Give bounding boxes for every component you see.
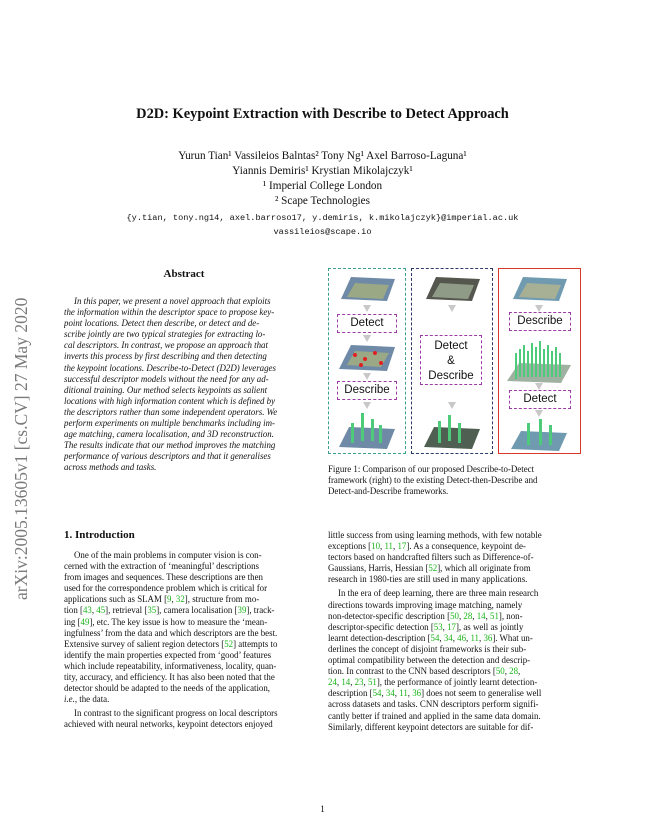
describe-label: Describe bbox=[428, 370, 474, 382]
arxiv-stamp bbox=[11, 220, 31, 600]
panel-detect-then-describe bbox=[328, 268, 406, 454]
caption-line: framework (right) to the existing Detect-then-Describe and bbox=[328, 475, 538, 486]
text-line: tectors based on handcrafted filters such as Difference-of- bbox=[328, 552, 534, 563]
text-line: tity, accuracy, and efficiency. It has also been noted that the bbox=[64, 672, 275, 683]
down-arrow-icon bbox=[448, 402, 456, 409]
down-arrow-icon bbox=[535, 383, 543, 390]
down-arrow-icon bbox=[363, 335, 371, 342]
text-line: which include repeatability, informativeness, locality, quan- bbox=[64, 660, 277, 671]
down-arrow-icon bbox=[363, 305, 371, 312]
text-line: derlines the concept of disjoint frameworks is their sub- bbox=[328, 643, 527, 654]
descriptors-image-icon bbox=[420, 409, 484, 449]
caption-line: Figure 1: Comparison of our proposed Describe-to-Detect bbox=[328, 464, 535, 474]
panel-describe-to-detect bbox=[498, 268, 581, 454]
dense-descriptors-icon bbox=[505, 333, 573, 383]
intro-left-column bbox=[64, 550, 304, 731]
arxiv-id: arXiv:2005.13605v1 [cs.CV] 27 May 2020 bbox=[11, 297, 31, 600]
text-line: exceptions [10, 11, 17]. As a consequence, keypoint de- bbox=[328, 541, 526, 552]
emails-line-2: vassileios@scape.io bbox=[273, 227, 372, 237]
text-line: across methods and tasks. bbox=[64, 462, 157, 473]
keypoints-image-icon bbox=[335, 343, 399, 371]
paper-title: D2D: Keypoint Extraction with Describe to Detect Approach bbox=[136, 106, 509, 122]
text-line: cerned with the extraction of ‘meaningful’ descriptions bbox=[64, 561, 260, 572]
authors-line-2: Yiannis Demiris¹ Krystian Mikolajczyk¹ bbox=[232, 165, 413, 177]
text-line: cal descriptors. In contrast, we propose an approach that bbox=[64, 340, 268, 351]
affiliation-1: ¹ Imperial College London bbox=[262, 180, 383, 192]
text-line: inverts this process by first describing and then detecting bbox=[64, 351, 267, 362]
down-arrow-icon bbox=[535, 305, 543, 312]
text-line: point locations. Detect then describe, or detect and de- bbox=[64, 318, 260, 329]
text-line: little success from using learning methods, with few notable bbox=[328, 530, 542, 540]
text-line: perform experiments on multiple benchmarks including im- bbox=[64, 418, 275, 429]
text-line: cantly better if trained and applied in the same data domain. bbox=[328, 710, 541, 721]
down-arrow-icon bbox=[535, 410, 543, 417]
input-image-icon bbox=[337, 275, 397, 301]
text-line: 24, 14, 23, 51], the performance of jointly learnt detection- bbox=[328, 677, 538, 688]
detected-descriptors-icon bbox=[507, 417, 571, 451]
text-line: descriptor-specific detection [53, 17], as well as jointly bbox=[328, 621, 524, 632]
down-arrow-icon bbox=[363, 373, 371, 380]
intro-right-column bbox=[328, 530, 580, 733]
emails-line-1: {y.tian, tony.ng14, axel.barroso17, y.demiris, k.mikolajczyk}@imperial.ac.uk bbox=[126, 213, 519, 223]
input-image-icon bbox=[509, 275, 569, 301]
page-number: 1 bbox=[320, 805, 325, 815]
text-line: performance of various descriptors and that it generalises bbox=[64, 451, 271, 462]
abstract-heading: Abstract bbox=[163, 268, 205, 280]
caption-line: Detect-and-Describe frameworks. bbox=[328, 486, 449, 497]
text-line: i.e., the data. bbox=[64, 694, 110, 705]
text-line: research in 1980-ties are still used in many applications. bbox=[328, 574, 528, 585]
text-line: Similarly, different keypoint detectors are suitable for dif- bbox=[328, 721, 534, 732]
text-line: scribe jointly are two typical strategies for extracting lo- bbox=[64, 329, 266, 340]
text-line: tion. In contrast to the CNN based descriptors [50, 28, bbox=[328, 666, 521, 677]
text-line: ingfulness’ from the data and which descriptors are the best. bbox=[64, 627, 278, 638]
detect-box: Detect bbox=[509, 390, 571, 409]
text-line: In this paper, we present a novel approach that exploits bbox=[74, 296, 271, 306]
text-line: the descriptors rather than some independent operators. We bbox=[64, 406, 278, 417]
text-line: The results indicate that our method improves the matching bbox=[64, 440, 276, 451]
describe-box: Describe bbox=[337, 381, 397, 400]
affiliation-2: ² Scape Technologies bbox=[275, 195, 370, 207]
text-line: tion [43, 45], retrieval [35], camera localisation [39], track- bbox=[64, 605, 275, 616]
text-line: the keypoint locations. Describe-to-Detect (D2D) leverages bbox=[64, 362, 276, 373]
ampersand-label: & bbox=[447, 355, 455, 367]
text-line: from images and sequences. These descriptions are then bbox=[64, 572, 263, 583]
text-line: non-detector-specific description [50, 28, 14, 51], non- bbox=[328, 610, 523, 621]
text-line: optimal compatibility between the detection and descrip- bbox=[328, 655, 531, 666]
text-line: detector should be adapted to the needs of the application, bbox=[64, 683, 271, 694]
panel-detect-and-describe bbox=[411, 268, 493, 454]
text-line: applications such as SLAM [9, 32], structure from mo- bbox=[64, 594, 260, 605]
text-line: locations with high information content which is defined by bbox=[64, 395, 276, 406]
text-line: One of the main problems in computer vision is con- bbox=[74, 550, 262, 560]
text-line: Extensive survey of salient region detectors [52] attempts to bbox=[64, 638, 278, 649]
text-line: description [54, 34, 11, 36] does not seem to generalise well bbox=[328, 688, 542, 699]
text-line: ditional training. Our method selects keypoints as salient bbox=[64, 384, 268, 395]
text-line: used for the correspondence problem which is critical for bbox=[64, 583, 268, 594]
text-line: Gaussians, Harris, Hessian [52], which all originate from bbox=[328, 563, 531, 574]
descriptors-image-icon bbox=[335, 409, 399, 449]
text-line: learnt detection-description [54, 34, 46, 11, 36]. What un- bbox=[328, 632, 533, 643]
authors-line-1: Yurun Tian¹ Vassileios Balntas² Tony Ng¹ Axel Barroso-Laguna¹ bbox=[178, 150, 467, 162]
text-line: In the era of deep learning, there are three main research bbox=[338, 588, 539, 599]
describe-box: Describe bbox=[509, 312, 571, 331]
down-arrow-icon bbox=[363, 402, 371, 409]
text-line: achieved with neural networks, keypoint detectors enjoyed bbox=[64, 719, 273, 730]
detect-and-describe-box bbox=[420, 335, 482, 385]
text-line: identify the main properties expected from ‘good’ features bbox=[64, 649, 272, 660]
text-line: successful descriptor models without the need for any ad- bbox=[64, 373, 269, 384]
figure-1 bbox=[328, 268, 580, 452]
detect-label: Detect bbox=[434, 340, 468, 352]
detect-box: Detect bbox=[337, 314, 397, 333]
intro-heading: 1. Introduction bbox=[64, 529, 135, 541]
input-image-icon bbox=[422, 275, 482, 301]
text-line: age matching, camera localisation, and 3D reconstruction. bbox=[64, 429, 274, 440]
text-line: across datasets and tasks. CNN descriptors perform signifi- bbox=[328, 699, 539, 710]
text-line: directions towards improving image matching, namely bbox=[328, 599, 523, 610]
down-arrow-icon bbox=[448, 305, 456, 312]
figure-1-caption bbox=[328, 464, 580, 498]
text-line: In contrast to the significant progress on local descriptors bbox=[74, 708, 278, 719]
text-line: the information within the descriptor space to propose key- bbox=[64, 307, 275, 318]
abstract-body bbox=[64, 296, 304, 474]
text-line: ing [49], etc. The key issue is how to measure the ‘mean- bbox=[64, 616, 268, 627]
